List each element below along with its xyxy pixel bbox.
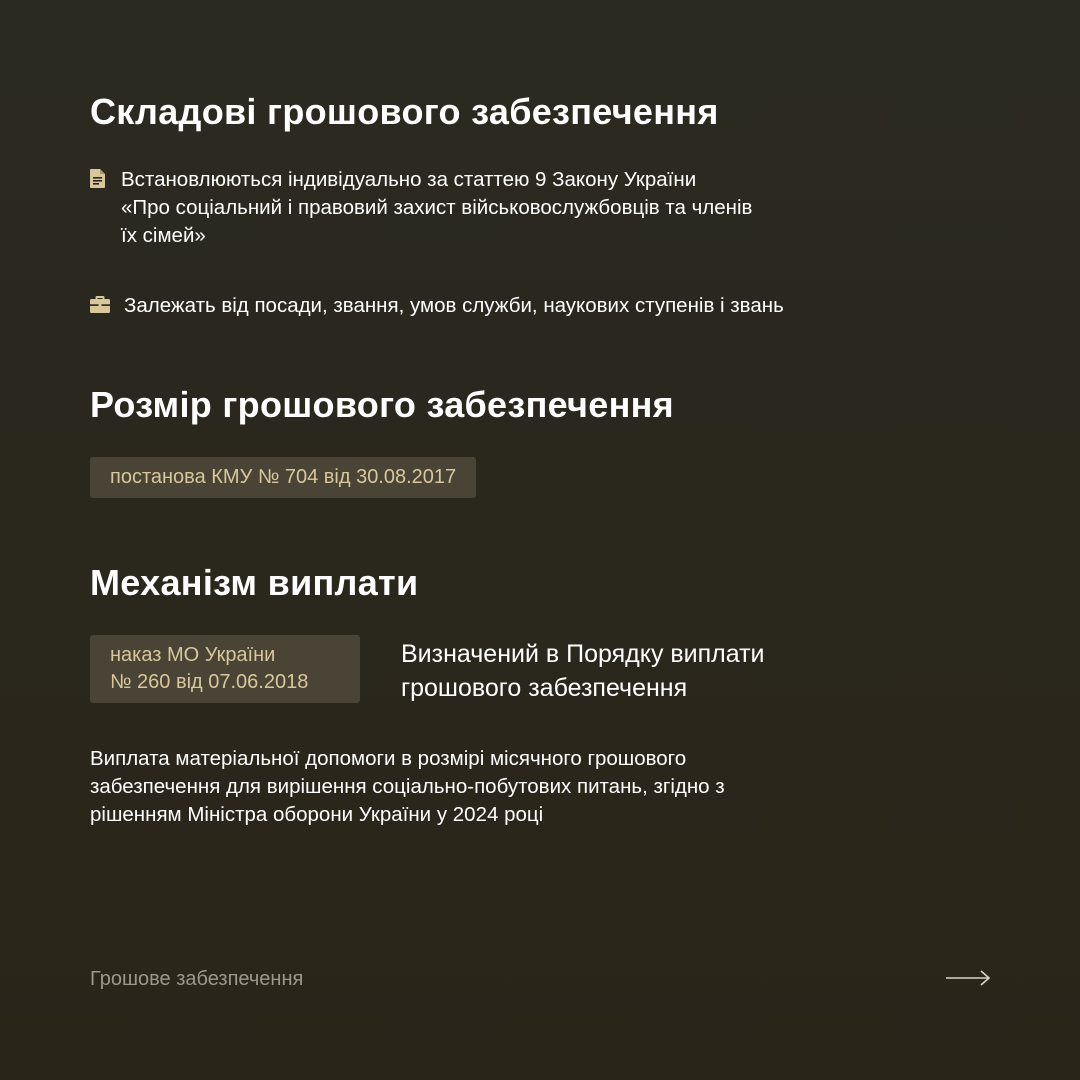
list-item-dependencies — [90, 292, 784, 320]
document-icon — [90, 166, 110, 190]
section-title-mechanism: Механізм виплати — [90, 562, 419, 603]
order-badge — [90, 635, 360, 703]
payment-note: Виплата матеріальної допомоги в розмірі місячного грошового забезпечення для вирішення соціально-побутових питань, згідно з рішенням Міністра оборони України у 2024 році — [90, 747, 725, 826]
arrow-right-icon[interactable] — [944, 967, 992, 989]
list-item-text: Залежать від посади, звання, умов служби, наукових ступенів і звань — [124, 294, 784, 317]
section-title-amount: Розмір грошового забезпечення — [90, 384, 674, 425]
briefcase-icon — [90, 292, 110, 316]
footer-label: Грошове забезпечення — [90, 968, 304, 990]
mechanism-description: Визначений в Порядку виплати грошового забезпечення — [401, 640, 765, 702]
resolution-badge-text: постанова КМУ № 704 від 30.08.2017 — [110, 466, 457, 488]
list-item-text: Встановлюються індивідуально за статтею 9 Закону України «Про соціальний і правовий захист військовослужбовців та членів їх сімей» — [121, 168, 753, 247]
section-title-components: Складові грошового забезпечення — [90, 91, 719, 132]
order-badge-line1: наказ МО України — [110, 644, 276, 666]
list-item-legal-basis — [90, 166, 901, 250]
resolution-badge — [90, 457, 476, 498]
order-badge-line2: № 260 від 07.06.2018 — [110, 671, 309, 693]
